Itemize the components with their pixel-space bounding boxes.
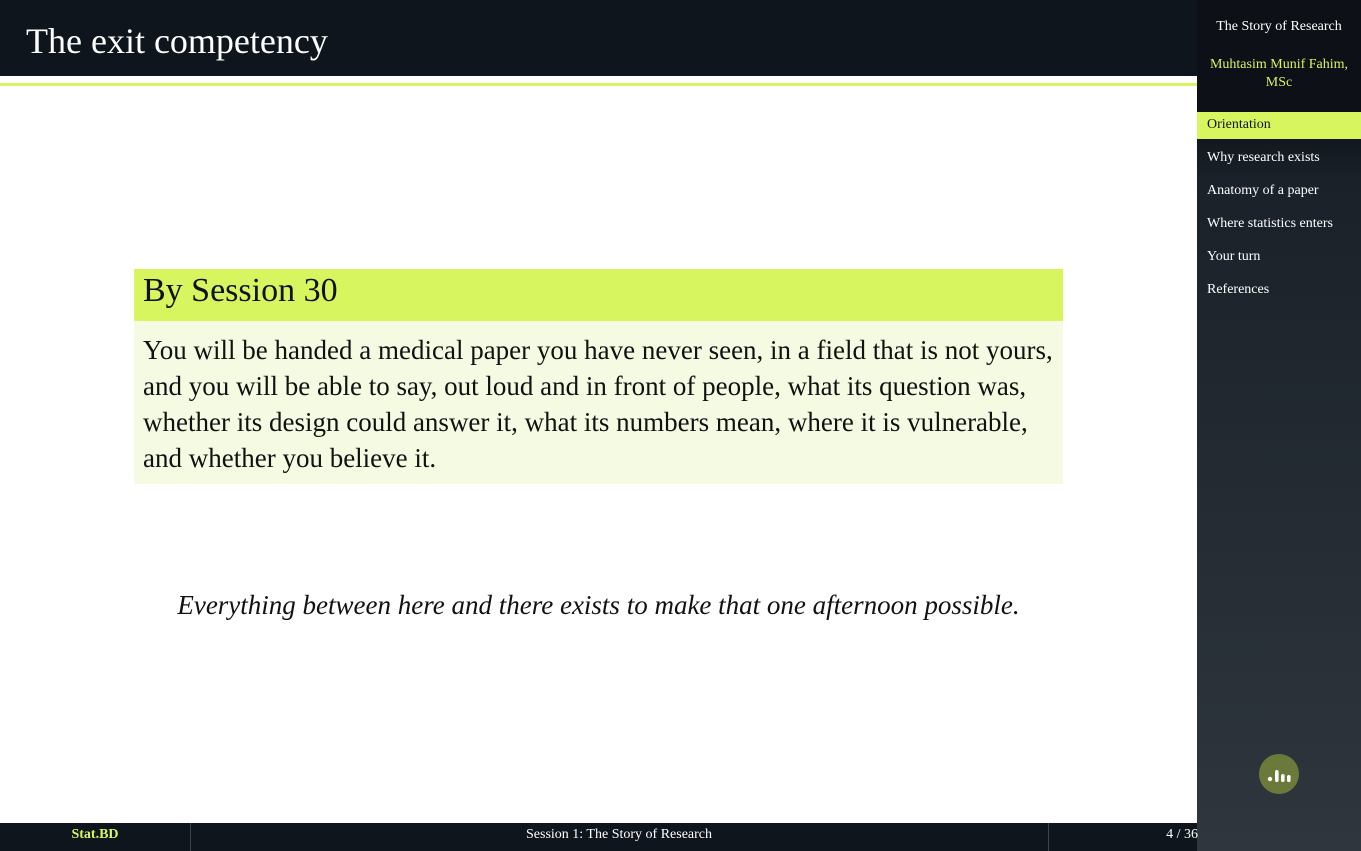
sidebar-item-why-research-exists[interactable]: Why research exists — [1207, 150, 1320, 165]
footer-page-number[interactable]: 4 / 36 — [1048, 823, 1198, 851]
sidebar-item-orientation[interactable]: Orientation — [1197, 112, 1361, 139]
sidebar-presentation-title[interactable]: The Story of Research — [1216, 19, 1342, 34]
sidebar-item-your-turn[interactable]: Your turn — [1207, 249, 1261, 264]
sidebar-item-references[interactable]: References — [1207, 282, 1270, 297]
bar-chart-icon-graphic — [1259, 754, 1299, 794]
closing-quote: Everything between here and there exists to make that one afternoon possible. — [177, 590, 1020, 620]
sidebar-item-anatomy-of-a-paper[interactable]: Anatomy of a paper — [1207, 183, 1319, 198]
sidebar — [1197, 0, 1361, 851]
footer-brand[interactable]: Stat.BD — [0, 823, 191, 851]
slide-header — [0, 0, 1197, 76]
bar-chart-icon[interactable] — [1259, 754, 1299, 794]
slide-title: The exit competency — [26, 21, 328, 61]
sidebar-item-where-statistics-enters[interactable]: Where statistics enters — [1207, 216, 1333, 231]
callout-heading: By Session 30 — [134, 269, 1063, 321]
callout-body: You will be handed a medical paper you have never seen, in a field that is not yours, and you will be able to say, out loud and in front of people, what its question was, whether its design could answer it, what its numbers mean, where it is vulnerable, and whether you believe it. — [134, 321, 1063, 484]
header-divider — [0, 83, 1197, 86]
slide-footer — [0, 823, 1197, 851]
sidebar-author[interactable]: Muhtasim Munif Fahim, MSc — [1209, 57, 1349, 90]
callout-box — [134, 269, 1063, 484]
sidebar-nav — [1197, 112, 1361, 310]
footer-session-title[interactable]: Session 1: The Story of Research — [526, 827, 712, 842]
